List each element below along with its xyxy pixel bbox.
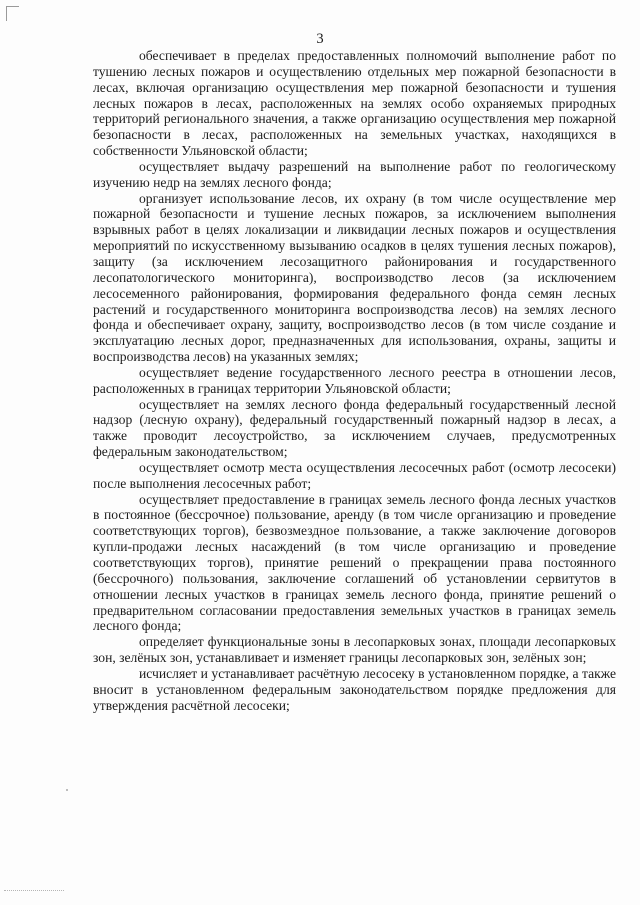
- scan-edge-marks: [4, 886, 64, 891]
- paragraph: осуществляет осмотр места осуществления лесосечных работ (осмотр лесосеки) после выполнения лесосечных работ;: [93, 459, 616, 491]
- scan-speck: [66, 789, 68, 791]
- paragraph: осуществляет на землях лесного фонда федеральный государственный лесной надзор (лесную охрану), федеральный государственный пожарный надзор в лесах, а также проводит лесоустройство, за исключением случаев, предусмотренных федеральным законодательством;: [93, 396, 616, 460]
- paragraph: исчисляет и устанавливает расчётную лесосеку в установленном порядке, а также вносит в установленном федеральным законодательством порядке предложения для утверждения расчётной лесосеки;: [93, 665, 616, 713]
- paragraph: осуществляет ведение государственного лесного реестра в отношении лесов, расположенных в границах территории Ульяновской области;: [93, 364, 616, 396]
- paragraph: осуществляет предоставление в границах земель лесного фонда лесных участков в постоянное (бессрочное) пользование, аренду (в том числе организацию и проведение соответствующих торгов), безвозмездное пользование, а также заключение договоров купли-продажи лесных насаждений (в том числе организацию и проведение соответствующих торгов), принятие решений о прекращении права постоянного (бессрочного) пользования, заключение соглашений об установлении сервитутов в отношении лесных участков в границах земель лесного фонда, принятие решений о предварительном согласовании предоставления земельных участков в границах земель лесного фонда;: [93, 491, 616, 634]
- paragraph: осуществляет выдачу разрешений на выполнение работ по геологическому изучению недр на землях лесного фонда;: [93, 158, 616, 190]
- document-body: [93, 48, 616, 713]
- paragraph: организует использование лесов, их охрану (в том числе осуществление мер пожарной безопасности и тушение лесных пожаров, за исключением выполнения взрывных работ в целях локализации и ликвидации лесных пожаров и осуществления мероприятий по искусственному вызыванию осадков в целях тушения лесных пожаров), защиту (за исключением лесозащитного районирования и государственного лесопатологического мониторинга), воспроизводство лесов (за исключением лесосеменного районирования, формирования федерального фонда семян лесных растений и государственного мониторинга воспроизводства лесов) на землях лесного фонда и обеспечивает охрану, защиту, воспроизводство лесов (в том числе создание и эксплуатацию лесных дорог, предназначенных для использования, охраны, защиты и воспроизводства лесов) на указанных землях;: [93, 190, 616, 365]
- paragraph: обеспечивает в пределах предоставленных полномочий выполнение работ по тушению лесных пожаров и осуществлению отдельных мер пожарной безопасности в лесах, включая организацию осуществления мер пожарной безопасности и тушения лесных пожаров в лесах, расположенных на землях особо охраняемых природных территорий регионального значения, а также организацию осуществления мер пожарной безопасности в лесах, расположенных на земельных участках, находящихся в собственности Ульяновской области;: [93, 48, 616, 159]
- page-number: 3: [316, 31, 324, 47]
- paragraph: определяет функциональные зоны в лесопарковых зонах, площади лесопарковых зон, зелёных зон, устанавливает и изменяет границы лесопарковых зон, зелёных зон;: [93, 634, 616, 666]
- scan-corner-mark: [6, 6, 19, 21]
